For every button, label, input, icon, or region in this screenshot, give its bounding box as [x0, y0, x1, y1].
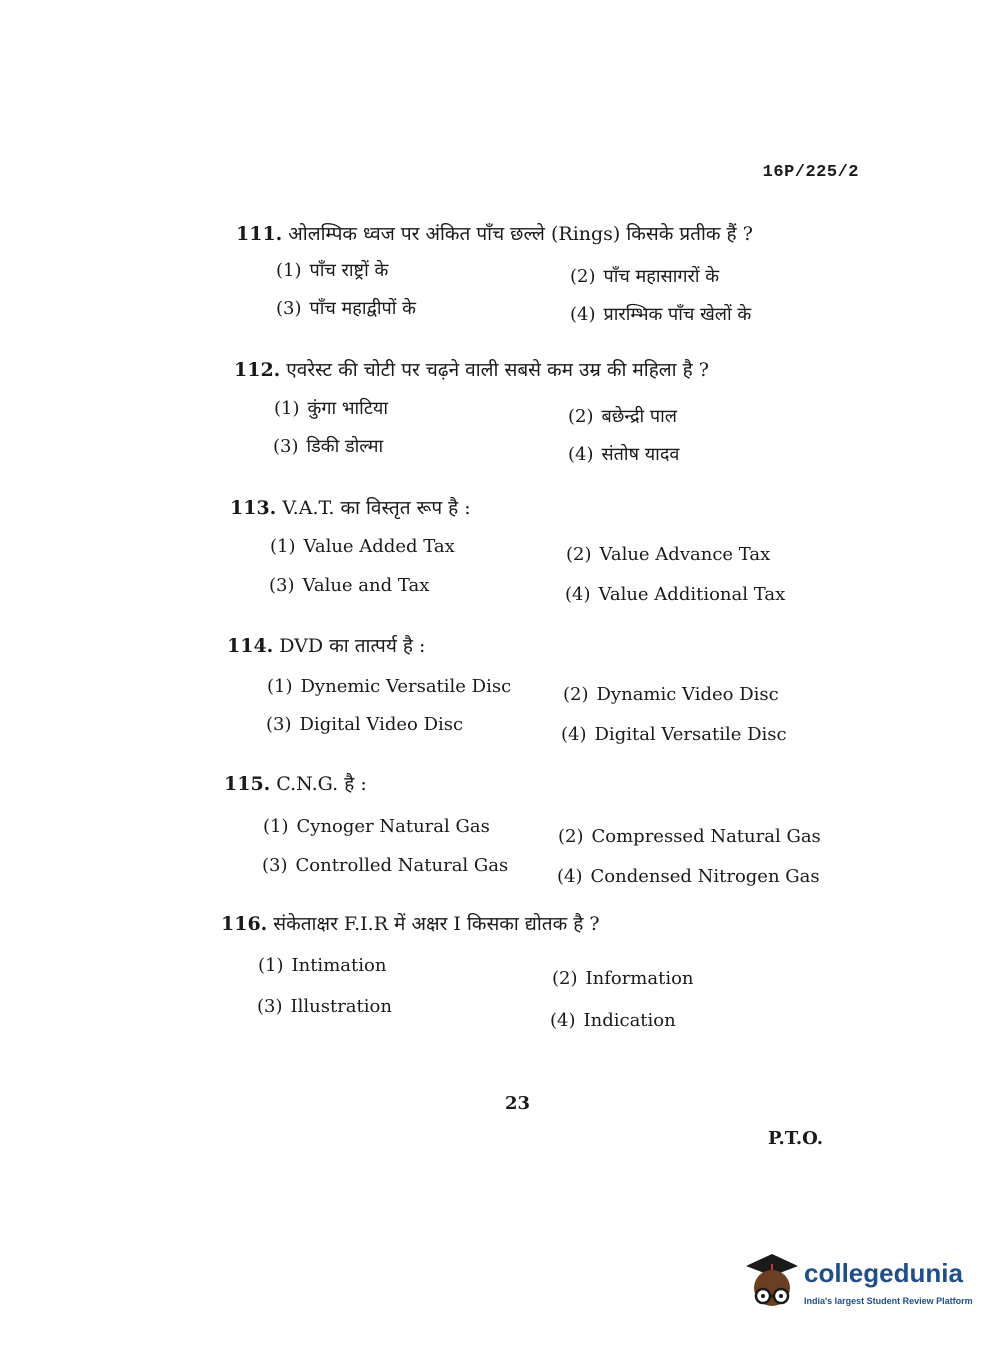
paper-code: 16P/225/2 [762, 163, 859, 182]
option-115-2: (2) Compressed Natural Gas [558, 826, 821, 847]
option-113-2: (2) Value Advance Tax [566, 544, 771, 565]
question-114 [227, 634, 847, 658]
option-116-3: (3) Illustration [257, 996, 392, 1017]
question-number: 112. [234, 359, 281, 381]
question-number: 111. [236, 223, 283, 245]
option-113-1: (1) Value Added Tax [270, 536, 455, 557]
option-111-3: (3) पाँच महाद्वीपों के [276, 298, 416, 319]
option-114-2: (2) Dynamic Video Disc [563, 684, 779, 705]
option-114-4: (4) Digital Versatile Disc [561, 724, 787, 745]
option-116-1: (1) Intimation [258, 955, 387, 976]
option-115-1: (1) Cynoger Natural Gas [263, 816, 490, 837]
option-114-1: (1) Dynemic Versatile Disc [267, 676, 512, 697]
logo-name: collegedunia [804, 1258, 963, 1288]
collegedunia-logo [742, 1250, 972, 1314]
option-112-1: (1) कुंगा भाटिया [274, 398, 388, 419]
option-111-4: (4) प्रारम्भिक पाँच खेलों के [570, 304, 752, 325]
option-115-3: (3) Controlled Natural Gas [262, 855, 509, 876]
question-112 [234, 358, 854, 382]
option-114-3: (3) Digital Video Disc [266, 714, 464, 735]
option-113-3: (3) Value and Tax [269, 575, 430, 596]
question-number: 114. [227, 635, 274, 657]
option-112-2: (2) बछेन्द्री पाल [568, 406, 677, 427]
option-111-1: (1) पाँच राष्ट्रों के [276, 260, 389, 281]
question-111 [236, 222, 856, 246]
logo-tagline: India's largest Student Review Platform [804, 1296, 973, 1306]
option-112-3: (3) डिकी डोल्मा [273, 436, 384, 457]
mascot-icon [742, 1250, 802, 1314]
option-116-4: (4) Indication [550, 1010, 676, 1031]
question-stem: एवरेस्ट की चोटी पर चढ़ने वाली सबसे कम उम्र की महिला है ? [286, 359, 709, 381]
question-number: 115. [224, 773, 271, 795]
pto-label: P.T.O. [768, 1128, 824, 1149]
question-stem: V.A.T. का विस्तृत रूप है : [282, 497, 471, 519]
question-stem: C.N.G. है : [276, 773, 367, 795]
option-115-4: (4) Condensed Nitrogen Gas [557, 866, 820, 887]
question-116 [221, 912, 841, 936]
option-112-4: (4) संतोष यादव [568, 444, 680, 465]
question-stem: DVD का तात्पर्य है : [279, 635, 426, 657]
question-115 [224, 772, 844, 796]
question-113 [230, 496, 850, 520]
question-stem: संकेताक्षर F.I.R में अक्षर I किसका द्योतक है ? [273, 913, 600, 935]
question-stem: ओलम्पिक ध्वज पर अंकित पाँच छल्ले (Rings) किसके प्रतीक हैं ? [288, 223, 753, 245]
question-number: 113. [230, 497, 277, 519]
option-111-2: (2) पाँच महासागरों के [570, 266, 720, 287]
question-number: 116. [221, 913, 268, 935]
option-116-2: (2) Information [552, 968, 694, 989]
page-number: 23 [505, 1093, 531, 1114]
option-113-4: (4) Value Additional Tax [565, 584, 786, 605]
